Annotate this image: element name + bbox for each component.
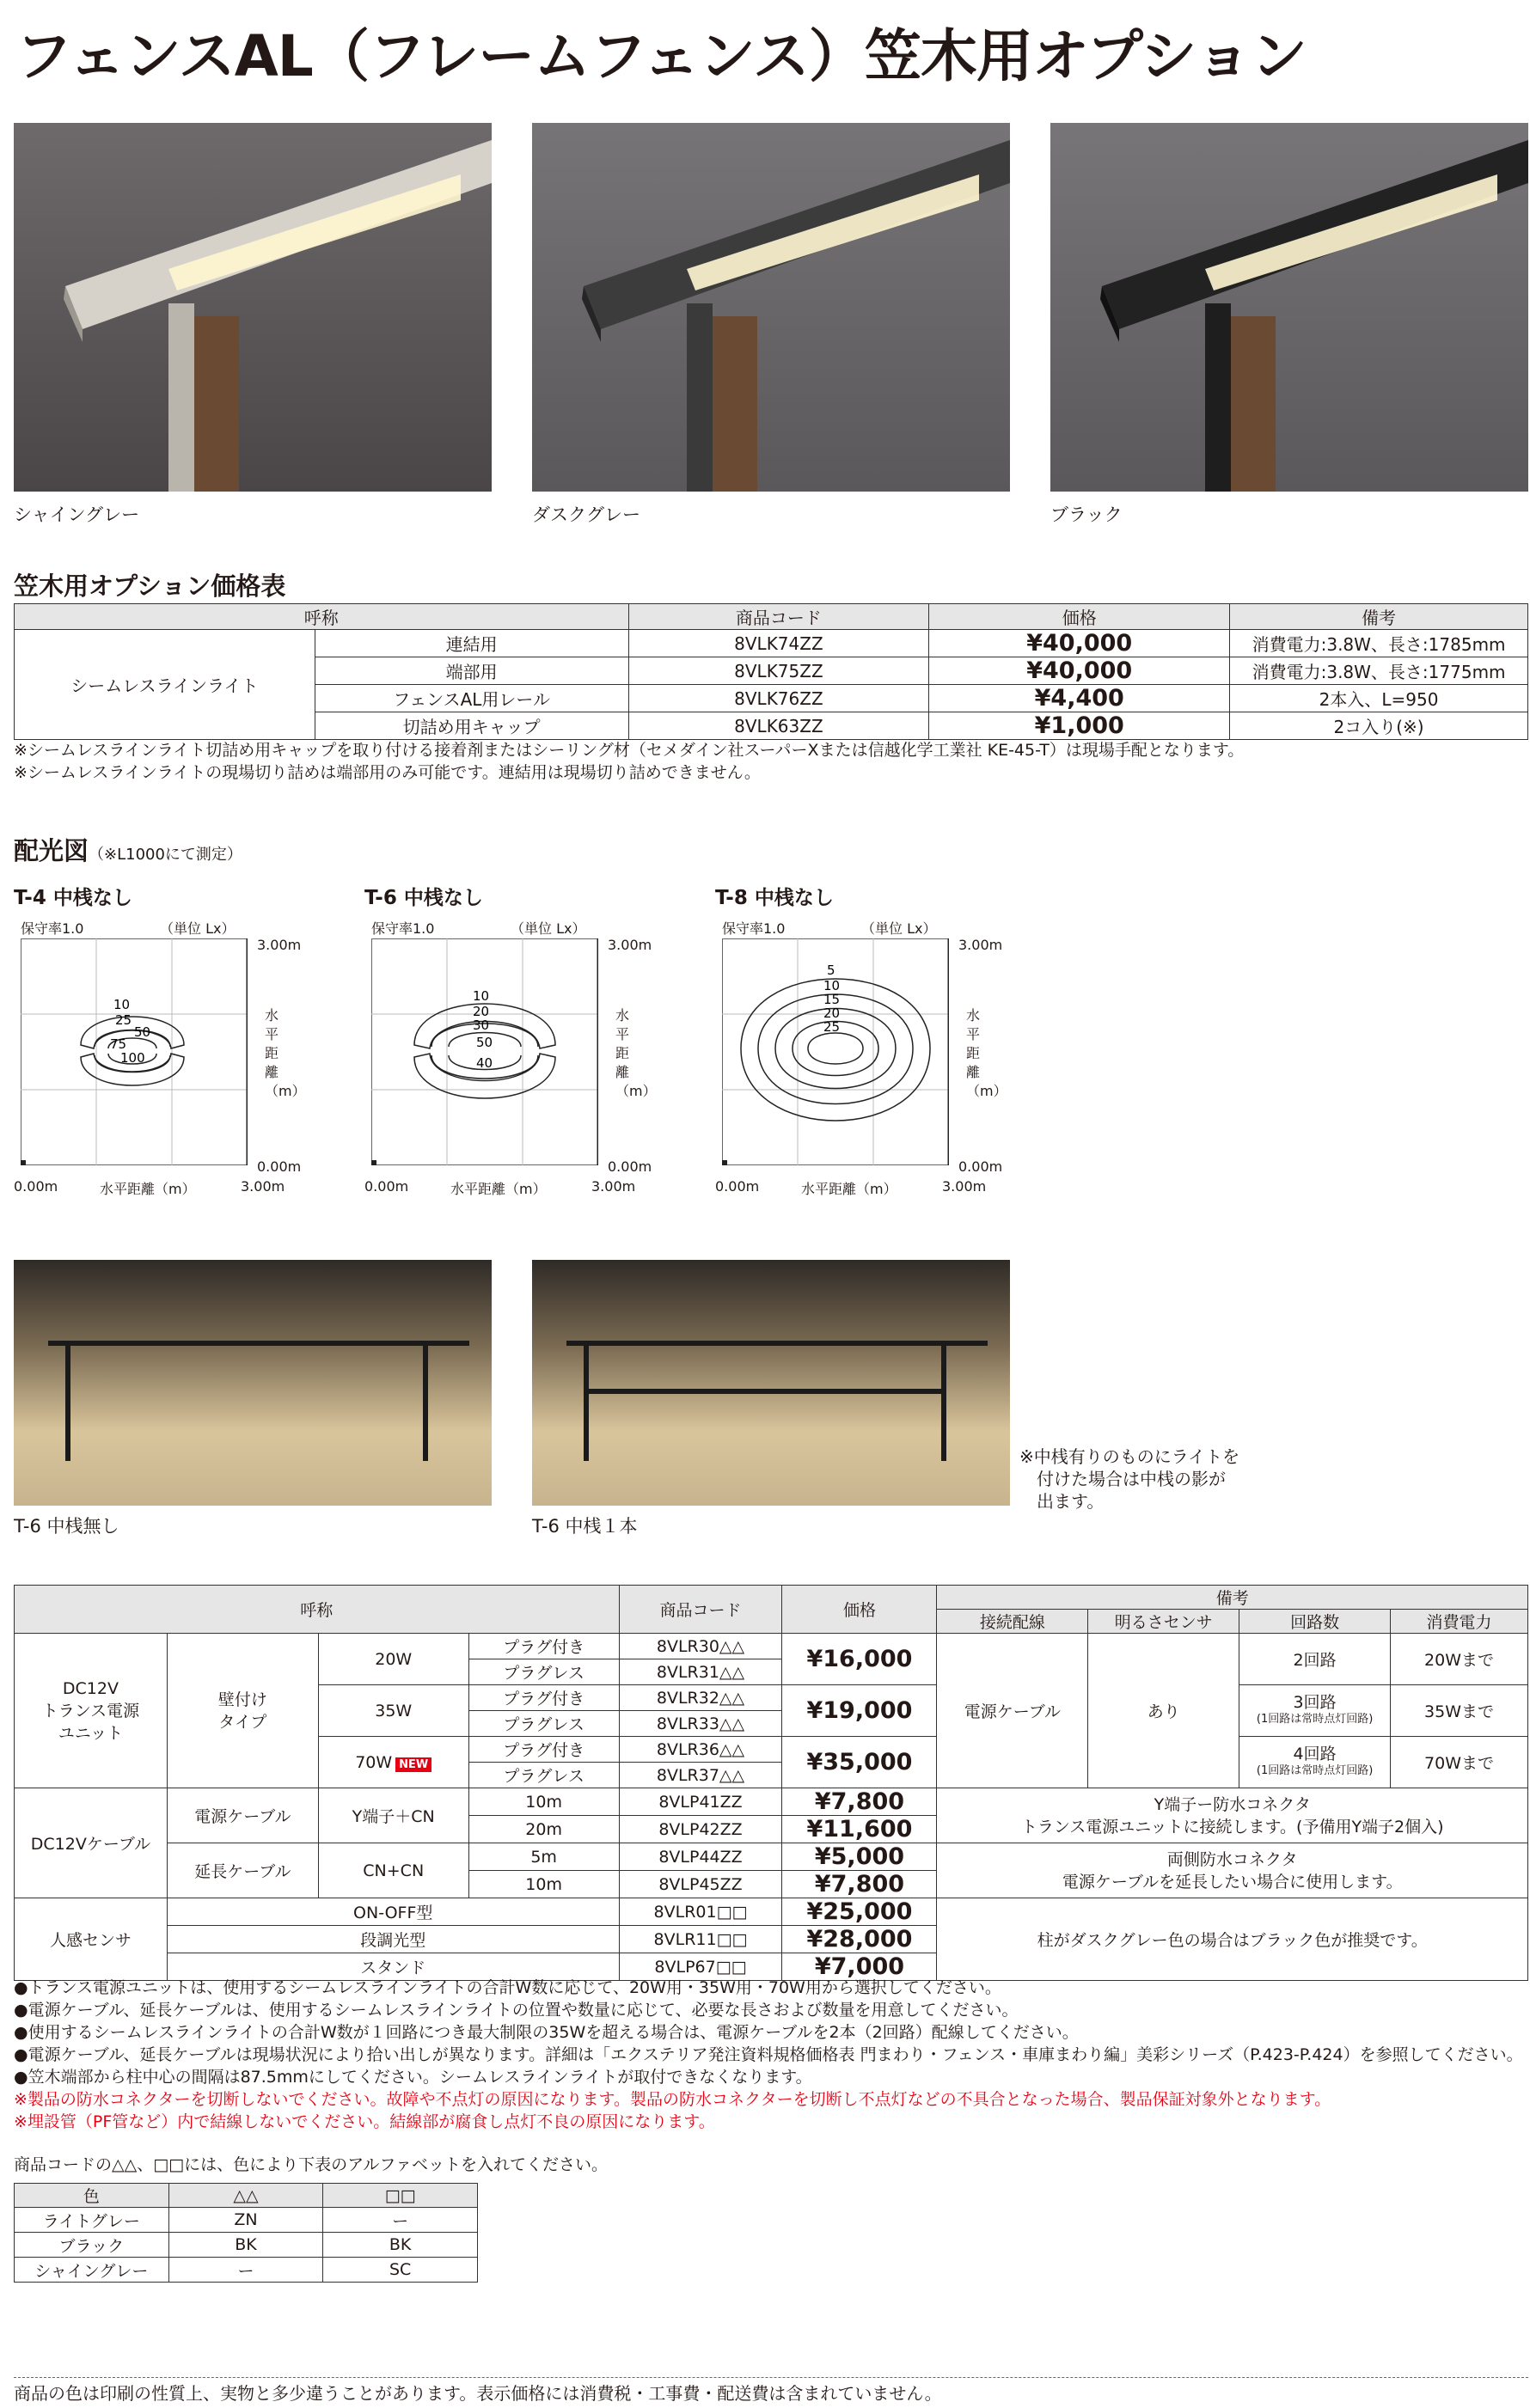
- bottom-note: ●電源ケーブル、延長ケーブルは、使用するシームレスラインライトの位置や数量に応じて、必要な長さおよび数量を用意してください。: [14, 2001, 1019, 2020]
- dc-cable-name: DC12Vケーブル: [15, 1788, 168, 1898]
- diagram-t6-title: T-6 中桟なし: [364, 887, 483, 909]
- photo-caption-shine-grey: シャイングレー: [14, 504, 140, 525]
- accessory-table: [14, 1585, 1528, 1981]
- col-name: 呼称: [15, 604, 629, 630]
- unit-label: （単位 Lx）: [160, 920, 236, 937]
- item-price: ¥7,800: [782, 1788, 937, 1816]
- item-code: 8VLK63ZZ: [628, 712, 929, 740]
- cable-note-line: 電源ケーブルを延長したい場合に使用します。: [1062, 1872, 1403, 1892]
- cable-note-2: [937, 1843, 1528, 1898]
- item-code: 8VLK76ZZ: [628, 685, 929, 712]
- col-sensor: 明るさセンサ: [1088, 1610, 1239, 1634]
- item-price: ¥28,000: [782, 1926, 937, 1953]
- y-min-label: 0.00m: [608, 1158, 652, 1175]
- bottom-notes: [14, 1977, 1523, 2133]
- col-price: 価格: [929, 604, 1230, 630]
- isolux-chart-t6: [371, 938, 598, 1165]
- col-triangle: △△: [168, 2184, 323, 2208]
- level-label: 25: [823, 1019, 841, 1035]
- fence-caption-1: T-6 中桟無し: [14, 1516, 119, 1537]
- item-name: 連結用: [315, 630, 628, 657]
- y-min-label: 0.00m: [257, 1158, 302, 1175]
- circuit-note: (1回路は常時点灯回路): [1256, 1763, 1374, 1777]
- level-label: 75: [110, 1036, 127, 1052]
- fence-photo-no-mid-rail: [14, 1260, 492, 1506]
- col-code: 商品コード: [628, 604, 929, 630]
- sensor-note: 柱がダスクグレー色の場合はブラック色が推奨です。: [937, 1898, 1528, 1981]
- y-axis-label: 水平距離（m）: [966, 1007, 1007, 1099]
- maintenance-label: 保守率1.0: [722, 920, 786, 937]
- sensor-type: ON-OFF型: [167, 1898, 619, 1926]
- maintenance-label: 保守率1.0: [21, 920, 84, 937]
- item-code: 8VLR37△△: [619, 1763, 782, 1788]
- photo-caption-dusk-grey: ダスクグレー: [532, 504, 640, 525]
- footer-note: 商品の色は印刷の性質上、実物と多少違うことがあります。表示価格には消費税・工事費・配送費は含まれていません。: [14, 2383, 942, 2404]
- item-price: ¥5,000: [782, 1843, 937, 1871]
- unit-label: （単位 Lx）: [861, 920, 937, 937]
- item-note: 2本入、L=950: [1230, 685, 1528, 712]
- fence-one-mid-rail-image: [532, 1260, 1010, 1506]
- item-price: ¥16,000: [782, 1634, 937, 1685]
- new-badge: NEW: [395, 1757, 431, 1772]
- item-code: 8VLP41ZZ: [619, 1788, 782, 1816]
- col-color: 色: [15, 2184, 169, 2208]
- col-wiring: 接続配線: [937, 1610, 1088, 1634]
- level-label: 25: [115, 1012, 132, 1028]
- price-table-heading: 笠木用オプション価格表: [14, 571, 286, 601]
- wall-type: 壁付け タイプ: [167, 1634, 318, 1788]
- product-photo-dusk-grey: [532, 123, 1010, 492]
- item-price: ¥1,000: [929, 712, 1230, 740]
- diagram-t4-title: T-4 中桟なし: [14, 887, 132, 909]
- ext-cable-name: 延長ケーブル: [167, 1843, 318, 1898]
- x-min-label: 0.00m: [715, 1178, 760, 1195]
- col-name: 呼称: [15, 1586, 620, 1634]
- col-remarks: 備考: [937, 1586, 1528, 1610]
- x-min-label: 0.00m: [14, 1178, 58, 1195]
- watt-70: [318, 1737, 468, 1788]
- cable-note-1: [937, 1788, 1528, 1843]
- x-max-label: 3.00m: [942, 1178, 987, 1195]
- power-value: 20Wまで: [1391, 1634, 1528, 1685]
- color-code: BK: [168, 2233, 323, 2258]
- col-circuits: 回路数: [1239, 1610, 1391, 1634]
- watt-35: 35W: [318, 1685, 468, 1737]
- light-heading: [14, 832, 242, 867]
- item-name: 端部用: [315, 657, 628, 685]
- cable-length: 5m: [468, 1843, 619, 1871]
- fence-caption-2: T-6 中桟１本: [532, 1516, 638, 1537]
- price-table: [14, 603, 1528, 740]
- item-price: ¥19,000: [782, 1685, 937, 1737]
- cable-note-line: 両側防水コネクタ: [1166, 1849, 1298, 1869]
- cable-length: 20m: [468, 1816, 619, 1843]
- price-note-1: ※シームレスラインライト切詰め用キャップを取り付ける接着剤またはシーリング材（セメダイン社スーパーXまたは信越化学工業社 KE-45-T）は現場手配となります。: [14, 741, 1245, 760]
- item-code: 8VLP42ZZ: [619, 1816, 782, 1843]
- x-axis-label: 水平距離（m）: [450, 1181, 547, 1197]
- item-code: 8VLP45ZZ: [619, 1871, 782, 1898]
- item-code: 8VLR32△△: [619, 1685, 782, 1711]
- product-photo-shine-grey: [14, 123, 492, 492]
- item-code: 8VLR31△△: [619, 1659, 782, 1685]
- fence-note: [1019, 1445, 1239, 1513]
- circuit-note: (1回路は常時点灯回路): [1256, 1712, 1374, 1726]
- level-label: 10: [113, 997, 131, 1012]
- diagram-t6: [364, 916, 700, 1208]
- diagram-t4: [14, 916, 349, 1208]
- bottom-note: ●電源ケーブル、延長ケーブルは現場状況により拾い出しが異なります。詳細は「エクステリア発注資料規格価格表 門まわり・フェンス・車庫まわり編」美彩シリーズ（P.423-P.424）を参照してください。: [14, 2045, 1523, 2064]
- bottom-note: ●使用するシームレスラインライトの合計W数が１回路につき最大制限の35Wを超える場合は、電源ケーブルを2本（2回路）配線してください。: [14, 2023, 1079, 2042]
- color-name: シャイングレー: [15, 2258, 169, 2283]
- watt-20: 20W: [318, 1634, 468, 1685]
- product-photo-black: [1050, 123, 1528, 492]
- color-name: ライトグレー: [15, 2208, 169, 2233]
- col-power: 消費電力: [1391, 1610, 1528, 1634]
- sensor-value: あり: [1088, 1634, 1239, 1788]
- color-code: ー: [168, 2258, 323, 2283]
- black-rail-image: [1050, 123, 1528, 492]
- item-note: 消費電力:3.8W、長さ:1785mm: [1230, 630, 1528, 657]
- dc-unit-name: DC12V トランス電源 ユニット: [15, 1634, 168, 1788]
- col-price: 価格: [782, 1586, 937, 1634]
- circuit-value: [1239, 1737, 1391, 1788]
- power-value: 35Wまで: [1391, 1685, 1528, 1737]
- cable-note-line: トランス電源ユニットに接続します。(予備用Y端子2個入): [1020, 1817, 1444, 1837]
- y-max-label: 3.00m: [958, 937, 1003, 953]
- bottom-note: ●トランス電源ユニットは、使用するシームレスラインライトの合計W数に応じて、20W用・35W用・70W用から選択してください。: [14, 1978, 1001, 1997]
- item-price: ¥7,800: [782, 1871, 937, 1898]
- level-label: 20: [473, 1004, 490, 1019]
- color-table-intro: 商品コードの△△、□□には、色により下表のアルファベットを入れてください。: [14, 2155, 608, 2174]
- level-label: 50: [134, 1024, 151, 1040]
- circuit-value: [1239, 1685, 1391, 1737]
- dusk-grey-rail-image: [532, 123, 1010, 492]
- light-heading-sub: （※L1000にて測定）: [89, 846, 242, 864]
- unit-label: （単位 Lx）: [511, 920, 586, 937]
- x-max-label: 3.00m: [241, 1178, 285, 1195]
- item-code: 8VLP44ZZ: [619, 1843, 782, 1871]
- price-note-2: ※シームレスラインライトの現場切り詰めは端部用のみ可能です。連結用は現場切り詰めできません。: [14, 763, 761, 782]
- photo-caption-black: ブラック: [1050, 504, 1123, 525]
- item-code: 8VLR11□□: [619, 1926, 782, 1953]
- sensor-name: 人感センサ: [15, 1898, 168, 1981]
- cable-note-line: Y端子ー防水コネクタ: [1154, 1794, 1311, 1814]
- fence-note-line: 付けた場合は中桟の影が: [1037, 1469, 1226, 1489]
- level-label: 15: [823, 992, 841, 1007]
- cn-cn-type: CN+CN: [318, 1843, 468, 1898]
- item-price: ¥40,000: [929, 657, 1230, 685]
- item-code: 8VLK74ZZ: [628, 630, 929, 657]
- plug-type: プラグレス: [468, 1711, 619, 1737]
- level-label: 10: [473, 988, 490, 1004]
- bottom-note-warning: ※製品の防水コネクターを切断しないでください。故障や不点灯の原因になります。製品の防水コネクターを切断し不点灯などの不具合となった場合、製品保証対象外となります。: [14, 2090, 1331, 2109]
- y-cn-type: Y端子＋CN: [318, 1788, 468, 1843]
- item-code: 8VLR30△△: [619, 1634, 782, 1659]
- item-code: 8VLR36△△: [619, 1737, 782, 1763]
- item-name: フェンスAL用レール: [315, 685, 628, 712]
- x-max-label: 3.00m: [591, 1178, 636, 1195]
- item-code: 8VLR01□□: [619, 1898, 782, 1926]
- plug-type: プラグレス: [468, 1763, 619, 1788]
- sensor-type: スタンド: [167, 1953, 619, 1981]
- x-min-label: 0.00m: [364, 1178, 409, 1195]
- y-min-label: 0.00m: [958, 1158, 1003, 1175]
- fence-photo-one-mid-rail: [532, 1260, 1010, 1506]
- circuit-count: 4回路: [1293, 1744, 1337, 1763]
- item-price: ¥35,000: [782, 1737, 937, 1788]
- item-price: ¥25,000: [782, 1898, 937, 1926]
- circuit-value: 2回路: [1239, 1634, 1391, 1685]
- level-label: 40: [476, 1055, 493, 1071]
- plug-type: プラグ付き: [468, 1634, 619, 1659]
- circuit-count: 3回路: [1293, 1692, 1337, 1712]
- fence-note-line: 出ます。: [1037, 1491, 1105, 1512]
- watt-70-label: 70W: [355, 1752, 393, 1772]
- col-square: □□: [323, 2184, 478, 2208]
- level-label: 10: [823, 978, 841, 993]
- level-label: 5: [827, 963, 835, 978]
- diagram-t8: [715, 916, 1050, 1208]
- color-code: ZN: [168, 2208, 323, 2233]
- plug-type: プラグレス: [468, 1659, 619, 1685]
- sensor-type: 段調光型: [167, 1926, 619, 1953]
- y-axis-label: 水平距離（m）: [615, 1007, 657, 1099]
- footer-rule: [14, 2377, 1528, 2378]
- plug-type: プラグ付き: [468, 1685, 619, 1711]
- level-label: 50: [476, 1035, 493, 1050]
- item-note: 2コ入り(※): [1230, 712, 1528, 740]
- item-code: 8VLP67□□: [619, 1953, 782, 1981]
- item-price: ¥4,400: [929, 685, 1230, 712]
- group-name: シームレスラインライト: [15, 630, 315, 740]
- item-code: 8VLR33△△: [619, 1711, 782, 1737]
- power-value: 70Wまで: [1391, 1737, 1528, 1788]
- level-label: 30: [473, 1018, 490, 1033]
- color-code: ー: [323, 2208, 478, 2233]
- plug-type: プラグ付き: [468, 1737, 619, 1763]
- wiring-value: 電源ケーブル: [937, 1634, 1088, 1788]
- diagram-t8-title: T-8 中桟なし: [715, 887, 834, 909]
- isolux-chart-t4: [21, 938, 248, 1165]
- page-title: フェンスAL（フレームフェンス）笠木用オプション: [15, 23, 1307, 89]
- color-code: SC: [323, 2258, 478, 2283]
- cable-length: 10m: [468, 1871, 619, 1898]
- y-max-label: 3.00m: [608, 937, 652, 953]
- x-axis-label: 水平距離（m）: [100, 1181, 196, 1197]
- y-axis-label: 水平距離（m）: [265, 1007, 306, 1099]
- col-note: 備考: [1230, 604, 1528, 630]
- level-label: 100: [120, 1050, 145, 1066]
- light-heading-text: 配光図: [14, 836, 89, 865]
- cable-length: 10m: [468, 1788, 619, 1816]
- item-name: 切詰め用キャップ: [315, 712, 628, 740]
- item-price: ¥40,000: [929, 630, 1230, 657]
- fence-no-mid-rail-image: [14, 1260, 492, 1506]
- col-code: 商品コード: [619, 1586, 782, 1634]
- item-price: ¥11,600: [782, 1816, 937, 1843]
- bottom-note-warning: ※埋設管（PF管など）内で結線しないでください。結線部が腐食し点灯不良の原因になります。: [14, 2112, 715, 2131]
- bottom-note: ●笠木端部から柱中心の間隔は87.5mmにしてください。シームレスラインライトが取付できなくなります。: [14, 2068, 812, 2087]
- color-code: BK: [323, 2233, 478, 2258]
- item-note: 消費電力:3.8W、長さ:1775mm: [1230, 657, 1528, 685]
- item-price: ¥7,000: [782, 1953, 937, 1981]
- level-label: 20: [823, 1005, 841, 1021]
- power-cable-name: 電源ケーブル: [167, 1788, 318, 1843]
- color-table: [14, 2183, 478, 2283]
- color-name: ブラック: [15, 2233, 169, 2258]
- fence-note-line: ※中桟有りのものにライトを: [1019, 1446, 1240, 1467]
- x-axis-label: 水平距離（m）: [801, 1181, 897, 1197]
- maintenance-label: 保守率1.0: [371, 920, 435, 937]
- item-code: 8VLK75ZZ: [628, 657, 929, 685]
- shine-grey-rail-image: [14, 123, 492, 492]
- isolux-chart-t8: [722, 938, 949, 1165]
- y-max-label: 3.00m: [257, 937, 302, 953]
